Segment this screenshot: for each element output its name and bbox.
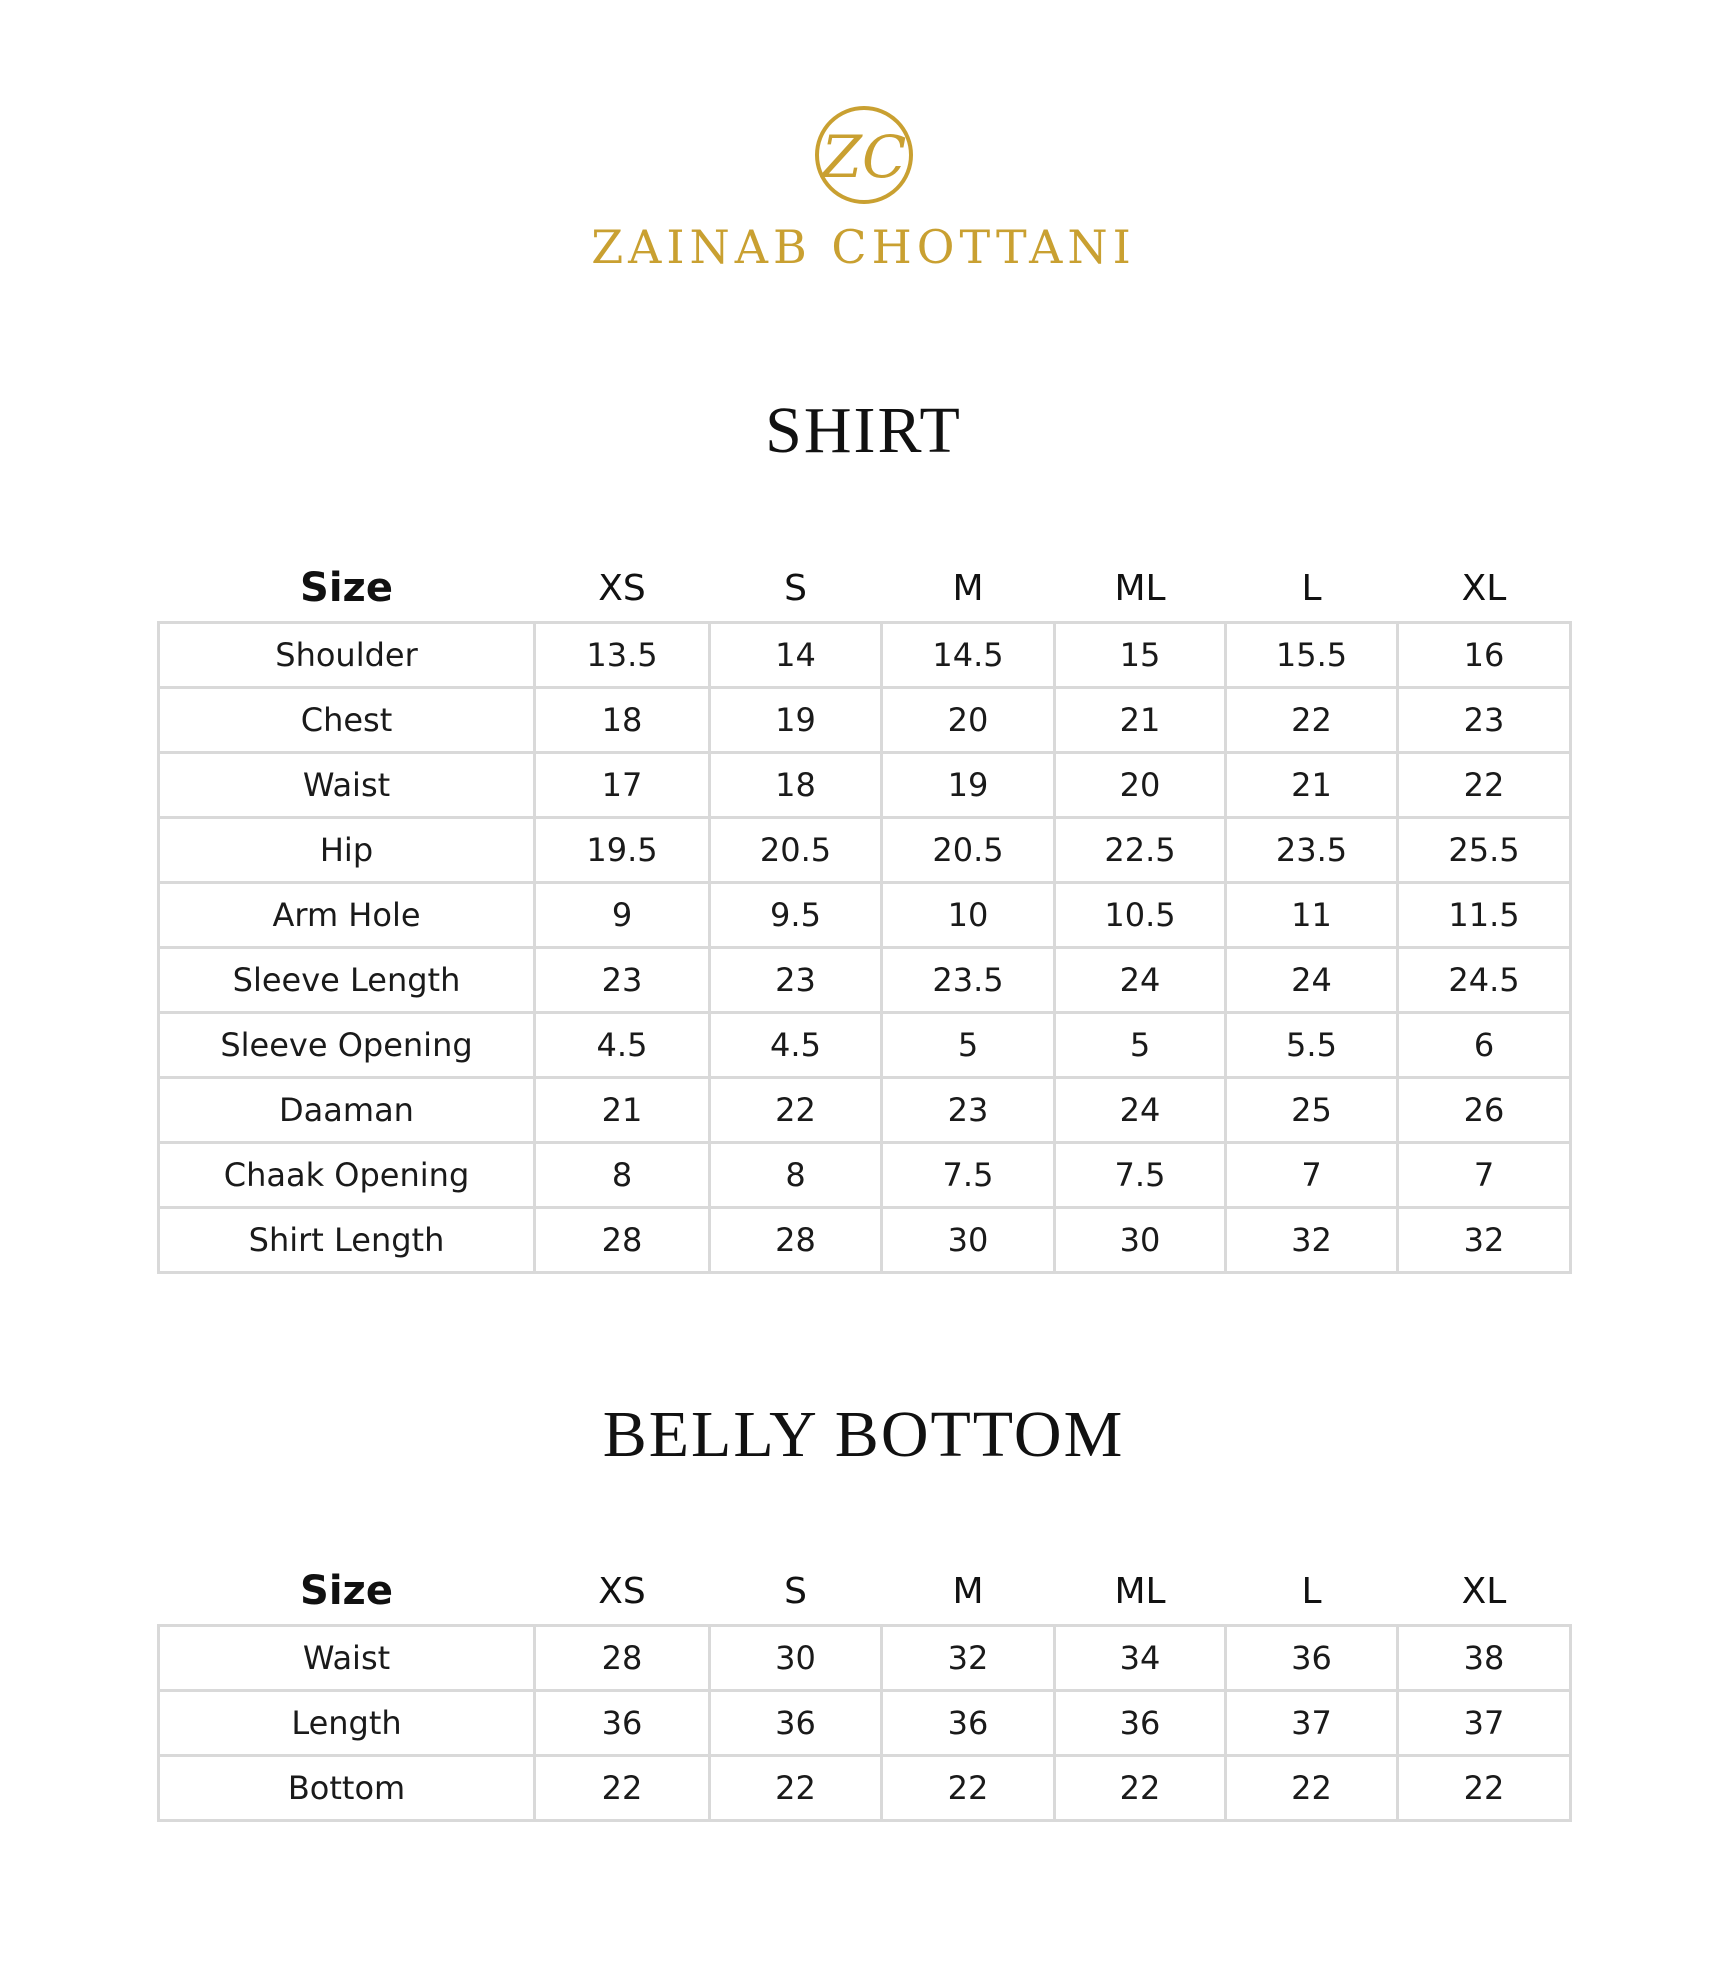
measurement-cell: 25.5 <box>1398 818 1571 883</box>
measurement-cell: 5 <box>882 1013 1055 1078</box>
measurement-cell: 22 <box>1226 1756 1398 1821</box>
measurement-cell: 6 <box>1398 1013 1571 1078</box>
measurement-cell: 5 <box>1055 1013 1226 1078</box>
measurement-cell: 19.5 <box>535 818 710 883</box>
measurement-cell: 36 <box>882 1691 1055 1756</box>
measurement-cell: 16 <box>1398 623 1571 688</box>
measurement-cell: 20 <box>882 688 1055 753</box>
measurement-cell: 37 <box>1398 1691 1571 1756</box>
bottom-title: BELLY BOTTOM <box>602 1398 1125 1471</box>
measurement-cell: 18 <box>535 688 710 753</box>
measurement-cell: 7.5 <box>1055 1143 1226 1208</box>
measurement-cell: 13.5 <box>535 623 710 688</box>
row-label: Hip <box>159 818 535 883</box>
measurement-cell: 17 <box>535 753 710 818</box>
measurement-cell: 24 <box>1055 948 1226 1013</box>
measurement-cell: 15 <box>1055 623 1226 688</box>
measurement-cell: 15.5 <box>1226 623 1398 688</box>
measurement-cell: 23.5 <box>882 948 1055 1013</box>
row-label: Shirt Length <box>159 1208 535 1273</box>
measurement-cell: 10 <box>882 883 1055 948</box>
measurement-cell: 9.5 <box>710 883 882 948</box>
table-row <box>159 1756 1571 1821</box>
monogram-text: ZC <box>821 123 906 191</box>
measurement-cell: 25 <box>1226 1078 1398 1143</box>
measurement-cell: 28 <box>710 1208 882 1273</box>
size-header-s: S <box>784 1570 807 1612</box>
measurement-cell: 23 <box>710 948 882 1013</box>
table-row <box>159 948 1571 1013</box>
measurement-cell: 18 <box>710 753 882 818</box>
row-label: Arm Hole <box>159 883 535 948</box>
brand-logo <box>0 100 1727 274</box>
measurement-cell: 22 <box>1398 1756 1571 1821</box>
measurement-cell: 7 <box>1226 1143 1398 1208</box>
size-header-xs: XS <box>598 567 646 609</box>
measurement-cell: 20.5 <box>710 818 882 883</box>
measurement-cell: 23 <box>535 948 710 1013</box>
table-row <box>159 1208 1571 1273</box>
shirt-header-row <box>159 555 1571 623</box>
size-header-ml: ML <box>1114 1570 1166 1612</box>
table-row <box>159 1691 1571 1756</box>
zc-monogram-icon <box>809 100 919 210</box>
measurement-cell: 36 <box>535 1691 710 1756</box>
measurement-cell: 22 <box>882 1756 1055 1821</box>
measurement-cell: 36 <box>710 1691 882 1756</box>
measurement-cell: 22 <box>535 1756 710 1821</box>
measurement-cell: 8 <box>710 1143 882 1208</box>
table-row <box>159 1078 1571 1143</box>
measurement-cell: 4.5 <box>710 1013 882 1078</box>
size-header-xl: XL <box>1461 1570 1507 1612</box>
measurement-cell: 23 <box>1398 688 1571 753</box>
measurement-cell: 22 <box>1398 753 1571 818</box>
measurement-cell: 11 <box>1226 883 1398 948</box>
row-label: Chest <box>159 688 535 753</box>
measurement-cell: 22 <box>710 1078 882 1143</box>
measurement-cell: 28 <box>535 1626 710 1691</box>
row-label: Daaman <box>159 1078 535 1143</box>
measurement-cell: 5.5 <box>1226 1013 1398 1078</box>
size-header-l: L <box>1301 567 1322 609</box>
table-row <box>159 1626 1571 1691</box>
table-row <box>159 753 1571 818</box>
table-row <box>159 623 1571 688</box>
measurement-cell: 14 <box>710 623 882 688</box>
measurement-cell: 14.5 <box>882 623 1055 688</box>
measurement-cell: 10.5 <box>1055 883 1226 948</box>
measurement-cell: 22 <box>1055 1756 1226 1821</box>
size-header-xs: XS <box>598 1570 646 1612</box>
measurement-cell: 36 <box>1055 1691 1226 1756</box>
measurement-cell: 8 <box>535 1143 710 1208</box>
bottom-size-header: Size <box>300 1568 393 1614</box>
measurement-cell: 22 <box>710 1756 882 1821</box>
measurement-cell: 36 <box>1226 1626 1398 1691</box>
table-row <box>159 1013 1571 1078</box>
measurement-cell: 24 <box>1226 948 1398 1013</box>
bottom-size-table <box>157 1558 1572 1822</box>
row-label: Shoulder <box>159 623 535 688</box>
bottom-header-row <box>159 1558 1571 1626</box>
measurement-cell: 28 <box>535 1208 710 1273</box>
table-row <box>159 818 1571 883</box>
measurement-cell: 20.5 <box>882 818 1055 883</box>
size-header-m: M <box>952 1570 984 1612</box>
measurement-cell: 21 <box>1055 688 1226 753</box>
size-header-xl: XL <box>1461 567 1507 609</box>
measurement-cell: 23.5 <box>1226 818 1398 883</box>
measurement-cell: 7 <box>1398 1143 1571 1208</box>
measurement-cell: 24 <box>1055 1078 1226 1143</box>
measurement-cell: 34 <box>1055 1626 1226 1691</box>
measurement-cell: 7.5 <box>882 1143 1055 1208</box>
size-header-ml: ML <box>1114 567 1166 609</box>
size-header-m: M <box>952 567 984 609</box>
shirt-size-header: Size <box>300 565 393 611</box>
measurement-cell: 11.5 <box>1398 883 1571 948</box>
measurement-cell: 32 <box>1226 1208 1398 1273</box>
measurement-cell: 30 <box>710 1626 882 1691</box>
table-row <box>159 688 1571 753</box>
measurement-cell: 37 <box>1226 1691 1398 1756</box>
measurement-cell: 38 <box>1398 1626 1571 1691</box>
measurement-cell: 9 <box>535 883 710 948</box>
measurement-cell: 30 <box>1055 1208 1226 1273</box>
measurement-cell: 20 <box>1055 753 1226 818</box>
measurement-cell: 19 <box>882 753 1055 818</box>
row-label: Bottom <box>159 1756 535 1821</box>
measurement-cell: 19 <box>710 688 882 753</box>
size-header-l: L <box>1301 1570 1322 1612</box>
measurement-cell: 22.5 <box>1055 818 1226 883</box>
row-label: Waist <box>159 753 535 818</box>
measurement-cell: 22 <box>1226 688 1398 753</box>
measurement-cell: 23 <box>882 1078 1055 1143</box>
row-label: Sleeve Opening <box>159 1013 535 1078</box>
measurement-cell: 4.5 <box>535 1013 710 1078</box>
bottom-body <box>159 1626 1571 1821</box>
measurement-cell: 32 <box>1398 1208 1571 1273</box>
row-label: Waist <box>159 1626 535 1691</box>
size-header-s: S <box>784 567 807 609</box>
table-row <box>159 883 1571 948</box>
measurement-cell: 26 <box>1398 1078 1571 1143</box>
brand-name: ZAINAB CHOTTANI <box>591 220 1136 274</box>
shirt-body <box>159 623 1571 1273</box>
measurement-cell: 30 <box>882 1208 1055 1273</box>
table-row <box>159 1143 1571 1208</box>
row-label: Sleeve Length <box>159 948 535 1013</box>
shirt-title: SHIRT <box>765 394 962 467</box>
row-label: Chaak Opening <box>159 1143 535 1208</box>
measurement-cell: 21 <box>1226 753 1398 818</box>
shirt-size-table <box>157 555 1572 1274</box>
measurement-cell: 21 <box>535 1078 710 1143</box>
measurement-cell: 32 <box>882 1626 1055 1691</box>
row-label: Length <box>159 1691 535 1756</box>
measurement-cell: 24.5 <box>1398 948 1571 1013</box>
